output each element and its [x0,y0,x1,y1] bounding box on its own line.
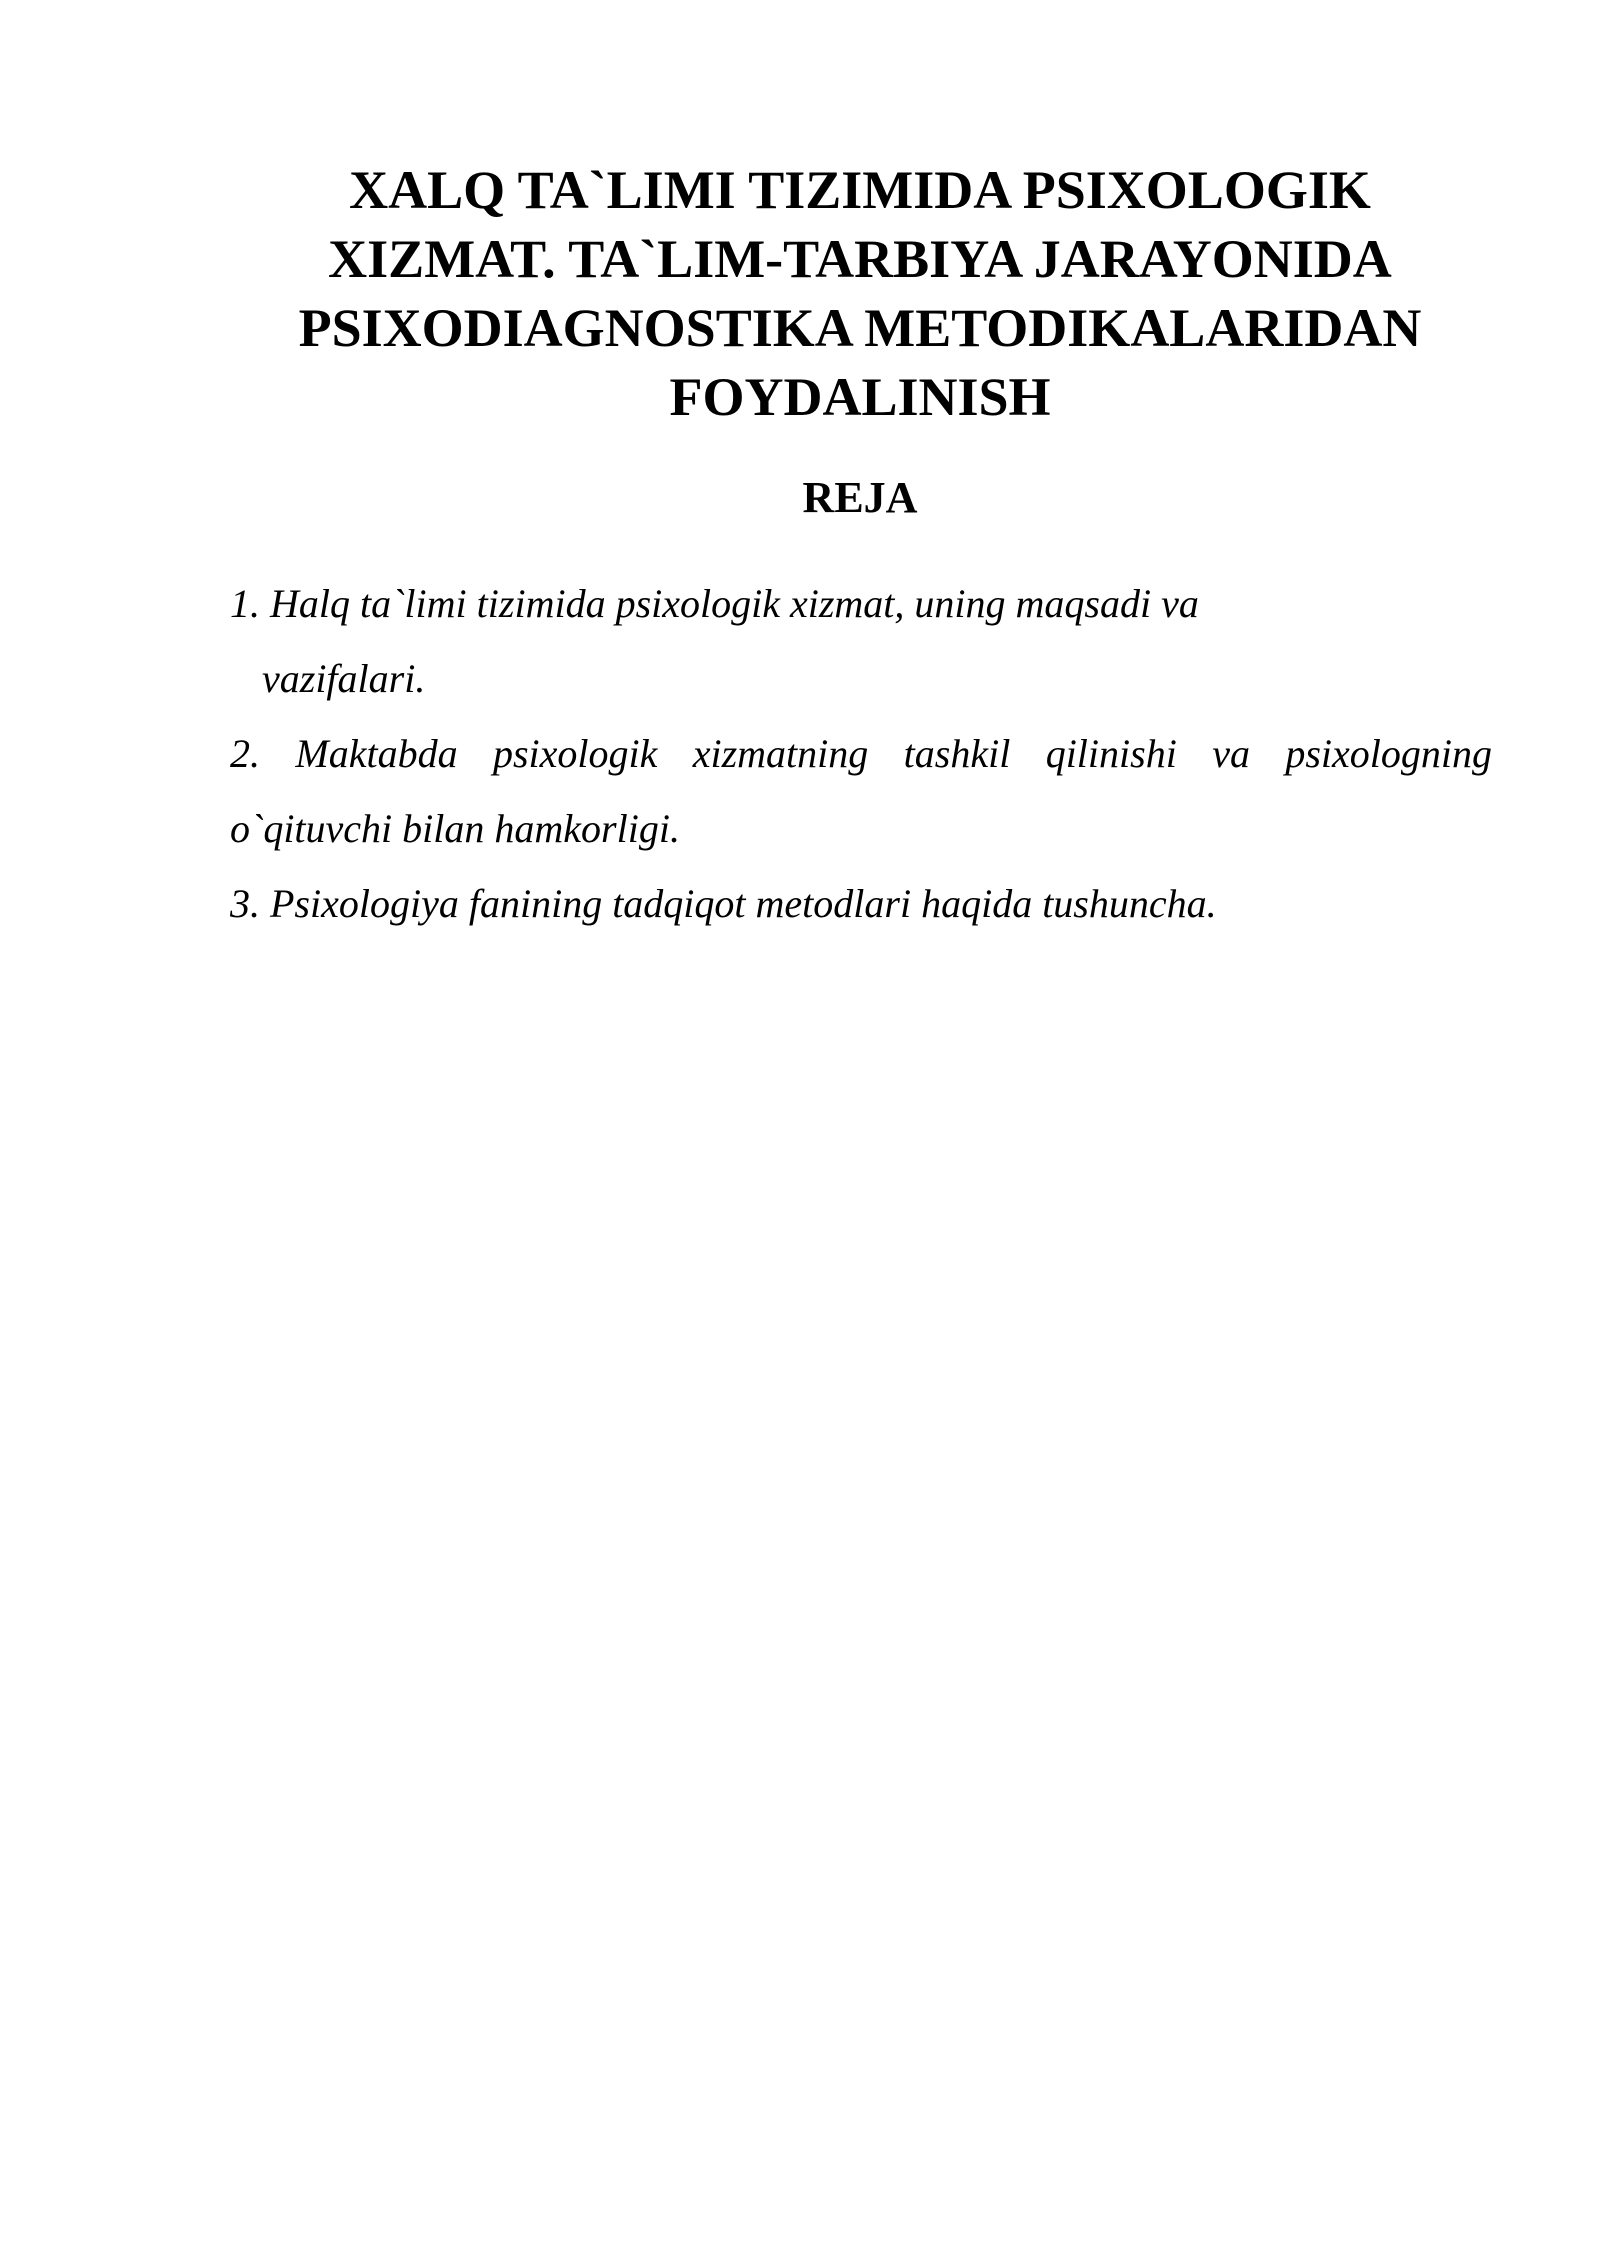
plan-item-line: vazifalari. [262,656,426,701]
document-title-line: FOYDALINISH [669,367,1051,427]
plan-heading: REJA [802,473,918,522]
document-title-line: XALQ TA`LIMI TIZIMIDA PSIXOLOGIK [349,160,1371,220]
document-title [230,156,1490,432]
document-title-line: PSIXODIAGNOSTIKA METODIKALARIDAN [298,298,1422,358]
document-title-line: XIZMAT. TA`LIM-TARBIYA JARAYONIDA [328,229,1392,289]
plan-list [230,566,1492,941]
plan-item-line: 2. Maktabda psixologik xizmatning tashkil qilinishi va psixologning [230,731,1492,776]
plan-item-line: 1. Halq ta`limi tizimida psixologik xizmat, uning maqsadi va [230,581,1199,626]
plan-item-line: 3. Psixologiya fanining tadqiqot metodlari haqida tushuncha. [230,881,1217,926]
plan-item-1 [230,566,1492,716]
plan-item-3 [230,866,1492,941]
plan-item-line: o`qituvchi bilan hamkorligi. [230,806,680,851]
plan-item-2 [230,716,1492,866]
